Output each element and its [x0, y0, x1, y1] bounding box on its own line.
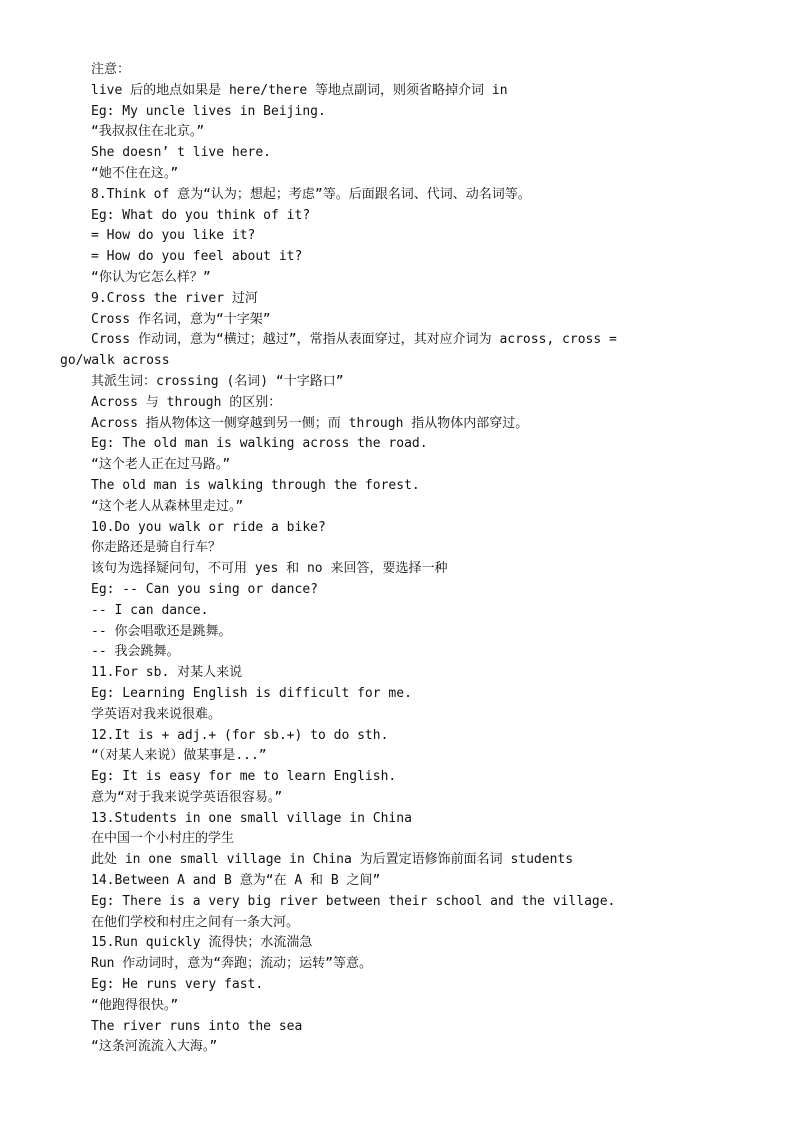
text-line: -- 你会唱歌还是跳舞。 [91, 623, 232, 639]
text-line: 此处 in one small village in China 为后置定语修饰前面名词 students [91, 852, 574, 868]
text-line: 11.For sb. 对某人来说 [91, 665, 243, 681]
text-line: The river runs into the sea [91, 1018, 303, 1034]
text-line: 9.Cross the river 过河 [91, 290, 258, 306]
text-line: Eg: It is easy for me to learn English. [91, 769, 397, 785]
text-line: “这个老人正在过马路。” [91, 457, 231, 473]
text-line: 12.It is + adj.+ (for sb.+) to do sth. [91, 727, 389, 743]
text-line: “她不住在这。” [91, 165, 179, 181]
text-line: 其派生词：crossing (名词) “十字路口” [91, 373, 344, 389]
text-line: Eg: He runs very fast. [91, 977, 264, 993]
text-line: 在他们学校和村庄之间有一条大河。 [91, 914, 300, 930]
text-line: Eg: Learning English is difficult for me. [91, 685, 412, 701]
text-line: 在中国一个小村庄的学生 [91, 831, 235, 847]
text-line: Across 指从物体这一侧穿越到另一侧；而 through 指从物体内部穿过。 [91, 415, 529, 431]
text-line: Eg: The old man is walking across the road. [91, 436, 428, 452]
text-line: 意为“对于我来说学英语很容易。” [91, 789, 283, 805]
text-line: 该句为选择疑问句，不可用 yes 和 no 来回答，要选择一种 [91, 561, 448, 577]
text-line: = How do you feel about it? [91, 249, 303, 265]
text-line: “这个老人从森林里走过。” [91, 498, 244, 514]
text-line: 10.Do you walk or ride a bike? [91, 519, 326, 535]
text-line: Eg: My uncle lives in Beijing. [91, 103, 326, 119]
text-line: -- 我会跳舞。 [91, 644, 180, 660]
text-line: “他跑得很快。” [91, 997, 179, 1013]
text-line: 注意： [91, 62, 131, 77]
text-line: “你认为它怎么样？” [91, 269, 211, 285]
text-line: “这条河流流入大海。” [91, 1039, 218, 1055]
text-line: 15.Run quickly 流得快；水流湍急 [91, 935, 313, 951]
text-line: Run 作动词时，意为“奔跑；流动；运转”等意。 [91, 956, 372, 972]
text-line: 8.Think of 意为“认为；想起；考虑”等。后面跟名词、代词、动名词等。 [91, 186, 531, 202]
text-line: The old man is walking through the forest. [91, 477, 420, 493]
text-line: She doesn’ t live here. [91, 145, 272, 161]
text-line: Eg: -- Can you sing or dance? [91, 581, 318, 597]
document-body [0, 60, 794, 1058]
text-line: -- I can dance. [91, 602, 209, 618]
text-line: Cross 作动词，意为“横过；越过”，常指从表面穿过，其对应介词为 across, cross = [91, 332, 617, 348]
text-line: “（对某人来说）做某事是...” [91, 748, 267, 764]
text-line: “我叔叔住在北京。” [91, 124, 205, 140]
text-line: Across 与 through 的区别： [91, 394, 282, 410]
text-line: Cross 作名词，意为“十字架” [91, 311, 271, 327]
text-line: 14.Between A and B 意为“在 A 和 B 之间” [91, 873, 381, 889]
text-line: 学英语对我来说很难。 [91, 706, 222, 722]
text-line: 13.Students in one small village in China [91, 810, 412, 826]
text-line-continuation: go/walk across [60, 353, 170, 369]
text-line: = How do you like it? [91, 228, 256, 244]
text-line: 你走路还是骑自行车？ [91, 540, 222, 556]
text-line: Eg: What do you think of it? [91, 207, 311, 223]
text-line: live 后的地点如果是 here/there 等地点副词，则须省略掉介词 in [91, 82, 508, 98]
text-line: Eg: There is a very big river between their school and the village. [91, 893, 616, 909]
